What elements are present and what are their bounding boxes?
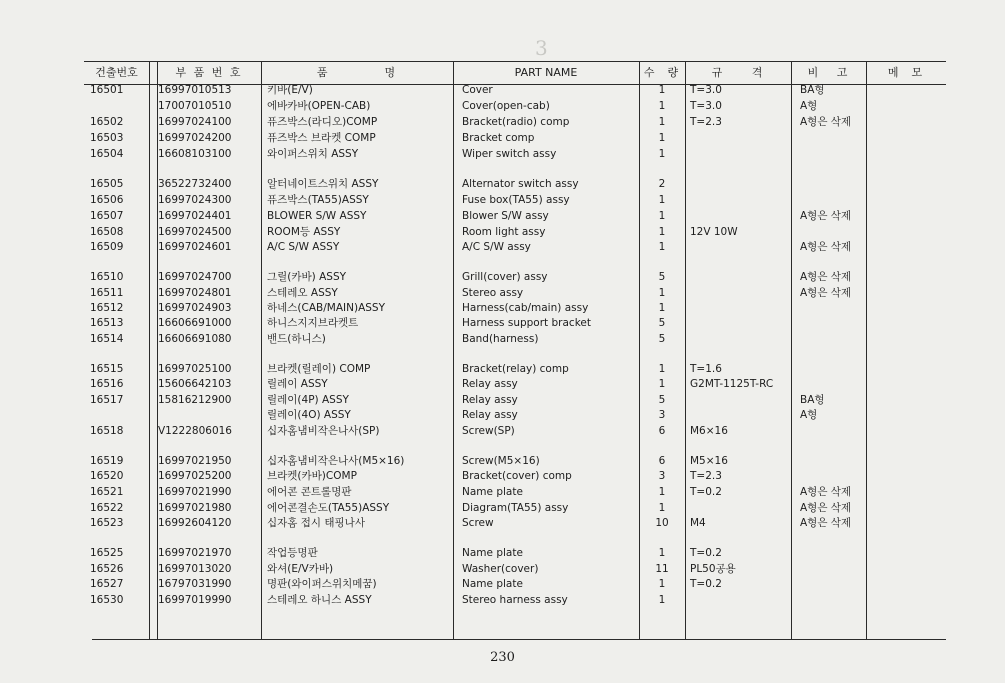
row-part-name: Screw(M5×16)	[462, 455, 540, 467]
row-part-number: 16997010513	[158, 84, 232, 96]
row-quantity: 1	[658, 287, 666, 299]
header-korean-name: 품 명	[316, 66, 398, 79]
row-spec: PL50공용	[690, 563, 736, 575]
row-korean-name: 그릴(카바) ASSY	[267, 271, 347, 283]
row-korean-name: 십자홈 접시 태핑나사	[267, 517, 365, 529]
background-diagram-mark: 3	[535, 36, 548, 60]
row-part-name: Stereo harness assy	[462, 594, 568, 606]
header-memo: 메 모	[887, 66, 925, 79]
row-quantity: 6	[658, 425, 666, 437]
row-spec: M5×16	[690, 455, 728, 467]
row-part-name: Name plate	[462, 578, 523, 590]
row-index: 16503	[90, 132, 124, 144]
row-part-number: 16997019990	[158, 594, 232, 606]
row-part-name: Bracket(cover) comp	[462, 470, 572, 482]
row-part-number: 16997021970	[158, 547, 232, 559]
row-part-number: 16997024801	[158, 287, 232, 299]
row-index: 16512	[90, 302, 124, 314]
row-korean-name: 에바카바(OPEN-CAB)	[267, 100, 371, 112]
row-quantity: 10	[655, 517, 669, 529]
row-index: 16501	[90, 84, 124, 96]
row-spec: T=3.0	[690, 100, 722, 112]
col-divider	[453, 61, 454, 639]
row-part-name: Cover	[462, 84, 493, 96]
row-index: 16526	[90, 563, 124, 575]
row-part-name: Name plate	[462, 547, 523, 559]
row-korean-name: 알터네이트스위치 ASSY	[267, 178, 379, 190]
col-divider	[791, 61, 792, 639]
row-index: 16509	[90, 241, 124, 253]
row-part-name: Grill(cover) assy	[462, 271, 548, 283]
row-quantity: 5	[658, 271, 666, 283]
row-index: 16507	[90, 210, 124, 222]
row-spec: 12V 10W	[690, 226, 738, 238]
row-note: A형	[800, 409, 818, 421]
row-quantity: 1	[658, 486, 666, 498]
row-part-number: 17007010510	[158, 100, 232, 112]
header-note: 비 고	[807, 66, 850, 79]
row-quantity: 1	[658, 241, 666, 253]
row-spec: T=3.0	[690, 84, 722, 96]
header-quantity: 수 량	[643, 66, 681, 79]
row-part-number: 36522732400	[158, 178, 232, 190]
row-quantity: 5	[658, 333, 666, 345]
row-part-name: Name plate	[462, 486, 523, 498]
row-spec: T=0.2	[690, 547, 722, 559]
row-part-name: Relay assy	[462, 378, 518, 390]
row-part-number: 16992604120	[158, 517, 232, 529]
row-part-number: 16997024500	[158, 226, 232, 238]
row-quantity: 1	[658, 194, 666, 206]
row-korean-name: 십자홈냄비작은나사(SP)	[267, 425, 380, 437]
row-quantity: 2	[658, 178, 666, 190]
row-note: A형은 삭제	[800, 517, 852, 529]
row-part-name: Blower S/W assy	[462, 210, 549, 222]
row-korean-name: 릴레이 ASSY	[267, 378, 328, 390]
row-index: 16517	[90, 394, 124, 406]
row-part-name: Room light assy	[462, 226, 546, 238]
row-quantity: 6	[658, 455, 666, 467]
row-quantity: 11	[655, 563, 669, 575]
row-index: 16525	[90, 547, 124, 559]
row-part-name: A/C S/W assy	[462, 241, 531, 253]
row-index: 16510	[90, 271, 124, 283]
col-divider	[149, 61, 150, 639]
row-spec: M4	[690, 517, 706, 529]
row-part-number: 16997021980	[158, 502, 232, 514]
row-korean-name: 키바(E/V)	[267, 84, 313, 96]
row-part-name: Harness support bracket	[462, 317, 591, 329]
row-part-name: Bracket(radio) comp	[462, 116, 570, 128]
row-part-name: Washer(cover)	[462, 563, 539, 575]
row-quantity: 1	[658, 100, 666, 112]
row-index: 16506	[90, 194, 124, 206]
row-quantity: 1	[658, 116, 666, 128]
row-korean-name: 와셔(E/V카바)	[267, 563, 334, 575]
row-part-number: 16997025200	[158, 470, 232, 482]
row-quantity: 1	[658, 210, 666, 222]
row-part-number: 16997024601	[158, 241, 232, 253]
row-korean-name: 밴드(하니스)	[267, 333, 326, 345]
row-quantity: 1	[658, 132, 666, 144]
row-korean-name: 작업등명판	[267, 547, 318, 559]
row-note: A형은 삭제	[800, 502, 852, 514]
row-index: 16515	[90, 363, 124, 375]
row-part-number: 15606642103	[158, 378, 232, 390]
row-note: A형은 삭제	[800, 210, 852, 222]
row-index: 16530	[90, 594, 124, 606]
row-korean-name: 에어콘 콘트롤명판	[267, 486, 352, 498]
row-quantity: 1	[658, 378, 666, 390]
row-note: A형은 삭제	[800, 116, 852, 128]
row-part-name: Bracket(relay) comp	[462, 363, 569, 375]
row-part-name: Band(harness)	[462, 333, 539, 345]
row-index: 16511	[90, 287, 124, 299]
row-part-number: 16997024200	[158, 132, 232, 144]
header-spec: 규 격	[711, 66, 765, 79]
row-korean-name: 스테레오 하니스 ASSY	[267, 594, 372, 606]
row-part-number: 16997021950	[158, 455, 232, 467]
row-korean-name: 하니스지지브라켓트	[267, 317, 359, 329]
row-index: 16504	[90, 148, 124, 160]
row-note: A형은 삭제	[800, 486, 852, 498]
page-number: 230	[490, 650, 515, 665]
row-korean-name: 스테레오 ASSY	[267, 287, 338, 299]
row-index: 16513	[90, 317, 124, 329]
row-korean-name: 명판(와이퍼스위치메꿈)	[267, 578, 377, 590]
row-part-number: 16997024300	[158, 194, 232, 206]
row-note: BA형	[800, 394, 825, 406]
row-part-number: 16606691080	[158, 333, 232, 345]
row-part-number: 16997024700	[158, 271, 232, 283]
row-quantity: 3	[658, 470, 666, 482]
row-quantity: 1	[658, 578, 666, 590]
row-note: BA형	[800, 84, 825, 96]
row-spec: T=2.3	[690, 470, 722, 482]
col-divider	[866, 61, 867, 639]
row-note: A형은 삭제	[800, 241, 852, 253]
row-part-name: Fuse box(TA55) assy	[462, 194, 570, 206]
row-part-number: 16606691000	[158, 317, 232, 329]
row-part-name: Alternator switch assy	[462, 178, 579, 190]
table-bottom-rule	[92, 639, 946, 640]
row-index: 16518	[90, 425, 124, 437]
row-quantity: 1	[658, 363, 666, 375]
row-part-number: 16997024401	[158, 210, 232, 222]
row-quantity: 3	[658, 409, 666, 421]
header-part-number: 부 품 번 호	[175, 66, 243, 79]
row-index: 16520	[90, 470, 124, 482]
row-part-name: Relay assy	[462, 394, 518, 406]
row-spec: T=0.2	[690, 578, 722, 590]
row-spec: T=2.3	[690, 116, 722, 128]
row-part-number: 15816212900	[158, 394, 232, 406]
row-korean-name: 퓨즈박스(라디오)COMP	[267, 116, 378, 128]
row-part-name: Wiper switch assy	[462, 148, 557, 160]
row-part-number: 16997024100	[158, 116, 232, 128]
row-quantity: 1	[658, 226, 666, 238]
row-quantity: 5	[658, 394, 666, 406]
row-part-number: 16797031990	[158, 578, 232, 590]
row-part-number: V1222806016	[158, 425, 232, 437]
row-korean-name: A/C S/W ASSY	[267, 241, 340, 253]
row-part-name: Diagram(TA55) assy	[462, 502, 569, 514]
row-index: 16514	[90, 333, 124, 345]
row-quantity: 1	[658, 84, 666, 96]
row-index: 16522	[90, 502, 124, 514]
row-korean-name: 하네스(CAB/MAIN)ASSY	[267, 302, 385, 314]
col-divider	[261, 61, 262, 639]
row-part-name: Screw	[462, 517, 494, 529]
row-part-number: 16997021990	[158, 486, 232, 498]
row-quantity: 1	[658, 148, 666, 160]
row-spec: T=1.6	[690, 363, 722, 375]
row-korean-name: 에어콘결손도(TA55)ASSY	[267, 502, 390, 514]
row-korean-name: 와이퍼스위치 ASSY	[267, 148, 359, 160]
row-index: 16519	[90, 455, 124, 467]
row-korean-name: ROOM등 ASSY	[267, 226, 341, 238]
row-index: 16505	[90, 178, 124, 190]
row-korean-name: 릴레이(4O) ASSY	[267, 409, 351, 421]
row-spec: G2MT-1125T-RC	[690, 378, 774, 390]
header-index: 건출번호	[95, 66, 138, 79]
row-quantity: 1	[658, 547, 666, 559]
row-index: 16516	[90, 378, 124, 390]
row-part-name: Harness(cab/main) assy	[462, 302, 589, 314]
row-part-name: Cover(open-cab)	[462, 100, 550, 112]
row-part-name: Screw(SP)	[462, 425, 515, 437]
row-part-name: Bracket comp	[462, 132, 535, 144]
row-part-name: Stereo assy	[462, 287, 524, 299]
row-korean-name: 릴레이(4P) ASSY	[267, 394, 349, 406]
row-korean-name: 퓨즈박스 브라켓 COMP	[267, 132, 376, 144]
row-part-number: 16997024903	[158, 302, 232, 314]
row-korean-name: 퓨즈박스(TA55)ASSY	[267, 194, 369, 206]
row-korean-name: 브라켓(카바)COMP	[267, 470, 357, 482]
row-korean-name: BLOWER S/W ASSY	[267, 210, 367, 222]
row-part-number: 16997013020	[158, 563, 232, 575]
row-note: A형은 삭제	[800, 287, 852, 299]
row-quantity: 5	[658, 317, 666, 329]
row-index: 16508	[90, 226, 124, 238]
row-part-number: 16997025100	[158, 363, 232, 375]
row-part-name: Relay assy	[462, 409, 518, 421]
row-quantity: 1	[658, 594, 666, 606]
header-part-name: PART NAME	[514, 66, 578, 79]
row-part-number: 16608103100	[158, 148, 232, 160]
row-quantity: 1	[658, 502, 666, 514]
row-index: 16527	[90, 578, 124, 590]
row-korean-name: 브라켓(릴레이) COMP	[267, 363, 371, 375]
row-spec: T=0.2	[690, 486, 722, 498]
row-korean-name: 십자홈냄비작은나사(M5×16)	[267, 455, 405, 467]
col-divider	[685, 61, 686, 639]
row-spec: M6×16	[690, 425, 728, 437]
row-note: A형	[800, 100, 818, 112]
row-quantity: 1	[658, 302, 666, 314]
row-index: 16502	[90, 116, 124, 128]
row-index: 16523	[90, 517, 124, 529]
row-note: A형은 삭제	[800, 271, 852, 283]
row-index: 16521	[90, 486, 124, 498]
